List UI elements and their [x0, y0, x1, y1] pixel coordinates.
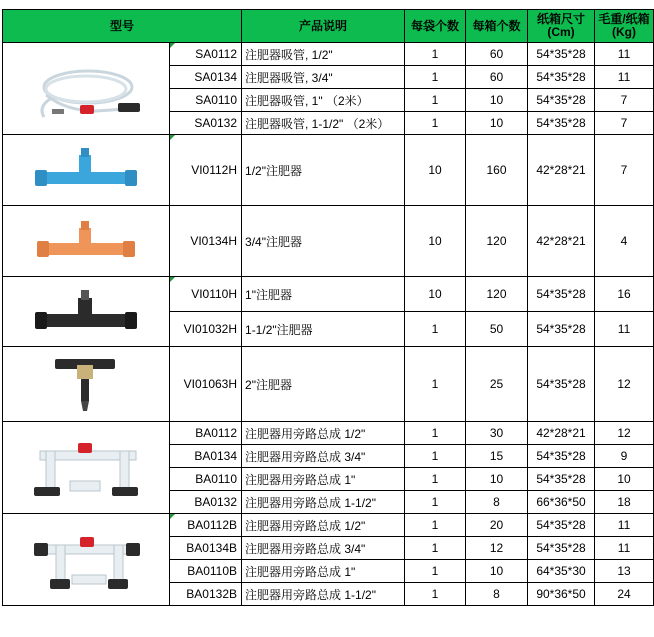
bypass-assembly-icon	[26, 429, 146, 507]
row-code: VI0110H	[170, 277, 242, 312]
row-per-bag: 1	[405, 66, 466, 89]
row-desc: 注肥器用旁路总成 1"	[242, 560, 405, 583]
row-weight: 11	[595, 537, 654, 560]
row-desc: 注肥器吸管, 1" （2米）	[242, 89, 405, 112]
suction-tube-image	[3, 43, 170, 135]
row-desc: 注肥器吸管, 1-1/2" （2米）	[242, 112, 405, 135]
row-weight: 16	[595, 277, 654, 312]
row-desc: 注肥器吸管, 1/2"	[242, 43, 405, 66]
row-per-box: 160	[466, 135, 528, 206]
table-row	[3, 514, 654, 537]
row-per-box: 50	[466, 312, 528, 347]
row-box-size: 54*35*28	[528, 277, 595, 312]
row-per-box: 30	[466, 422, 528, 445]
row-code: BA0132	[170, 491, 242, 514]
row-desc: 注肥器用旁路总成 1-1/2"	[242, 491, 405, 514]
row-desc: 注肥器用旁路总成 1/2"	[242, 514, 405, 537]
table-row	[3, 347, 654, 422]
row-per-box: 60	[466, 66, 528, 89]
row-box-size: 64*35*30	[528, 560, 595, 583]
venturi-2in-icon	[51, 351, 121, 417]
row-box-size: 54*35*28	[528, 112, 595, 135]
row-weight: 18	[595, 491, 654, 514]
row-box-size: 42*28*21	[528, 422, 595, 445]
row-per-bag: 1	[405, 422, 466, 445]
row-box-size: 42*28*21	[528, 135, 595, 206]
row-per-box: 60	[466, 43, 528, 66]
venturi-black-icon	[31, 284, 141, 340]
row-per-bag: 1	[405, 347, 466, 422]
header-weight: 毛重/纸箱 (Kg)	[595, 10, 654, 43]
suction-tube-icon	[26, 49, 146, 129]
row-code: SA0110	[170, 89, 242, 112]
row-per-box: 120	[466, 277, 528, 312]
row-box-size: 54*35*28	[528, 43, 595, 66]
venturi-2in-image	[3, 347, 170, 422]
table-row	[3, 422, 654, 445]
header-per-bag: 每袋个数	[405, 10, 466, 43]
row-per-bag: 10	[405, 135, 466, 206]
row-per-box: 8	[466, 583, 528, 606]
row-weight: 24	[595, 583, 654, 606]
row-per-bag: 1	[405, 312, 466, 347]
row-per-bag: 1	[405, 583, 466, 606]
row-per-bag: 1	[405, 43, 466, 66]
row-code: BA0110	[170, 468, 242, 491]
table-row	[3, 43, 654, 66]
row-desc: 3/4"注肥器	[242, 206, 405, 277]
row-weight: 9	[595, 445, 654, 468]
row-code: VI01063H	[170, 347, 242, 422]
row-code: BA0112	[170, 422, 242, 445]
row-code: BA0132B	[170, 583, 242, 606]
row-per-bag: 1	[405, 445, 466, 468]
row-code: VI01032H	[170, 312, 242, 347]
row-weight: 4	[595, 206, 654, 277]
row-box-size: 54*35*28	[528, 445, 595, 468]
row-code: BA0112B	[170, 514, 242, 537]
row-per-box: 8	[466, 491, 528, 514]
row-per-box: 10	[466, 560, 528, 583]
row-desc: 注肥器用旁路总成 1-1/2"	[242, 583, 405, 606]
product-table	[2, 9, 654, 606]
row-code: SA0132	[170, 112, 242, 135]
row-weight: 11	[595, 514, 654, 537]
table-row	[3, 277, 654, 312]
row-per-bag: 1	[405, 537, 466, 560]
bypass-assembly-image	[3, 422, 170, 514]
row-weight: 10	[595, 468, 654, 491]
row-code: VI0134H	[170, 206, 242, 277]
row-per-bag: 1	[405, 514, 466, 537]
row-code: BA0134	[170, 445, 242, 468]
row-per-box: 120	[466, 206, 528, 277]
venturi-orange-image	[3, 206, 170, 277]
venturi-black-image	[3, 277, 170, 347]
row-per-box: 10	[466, 468, 528, 491]
row-box-size: 54*35*28	[528, 537, 595, 560]
row-weight: 12	[595, 347, 654, 422]
row-weight: 11	[595, 66, 654, 89]
row-code: BA0134B	[170, 537, 242, 560]
header-model: 型号	[3, 10, 242, 43]
row-desc: 注肥器用旁路总成 3/4"	[242, 537, 405, 560]
table-row	[3, 135, 654, 206]
row-desc: 注肥器用旁路总成 1"	[242, 468, 405, 491]
row-weight: 7	[595, 135, 654, 206]
header-per-box: 每箱个数	[466, 10, 528, 43]
row-per-box: 20	[466, 514, 528, 537]
row-desc: 1/2"注肥器	[242, 135, 405, 206]
row-box-size: 54*35*28	[528, 89, 595, 112]
row-per-bag: 10	[405, 206, 466, 277]
row-per-box: 10	[466, 112, 528, 135]
venturi-blue-icon	[31, 145, 141, 195]
row-code: BA0110B	[170, 560, 242, 583]
row-weight: 7	[595, 89, 654, 112]
venturi-blue-image	[3, 135, 170, 206]
row-desc: 注肥器用旁路总成 1/2"	[242, 422, 405, 445]
row-box-size: 54*35*28	[528, 468, 595, 491]
row-box-size: 54*35*28	[528, 312, 595, 347]
row-weight: 7	[595, 112, 654, 135]
row-per-box: 10	[466, 89, 528, 112]
row-per-bag: 1	[405, 89, 466, 112]
row-per-box: 12	[466, 537, 528, 560]
row-weight: 11	[595, 43, 654, 66]
row-desc: 1-1/2"注肥器	[242, 312, 405, 347]
row-code: SA0134	[170, 66, 242, 89]
row-weight: 12	[595, 422, 654, 445]
row-box-size: 54*35*28	[528, 66, 595, 89]
row-per-bag: 1	[405, 491, 466, 514]
header-box-size: 纸箱尺寸 (Cm)	[528, 10, 595, 43]
row-per-box: 15	[466, 445, 528, 468]
row-per-bag: 1	[405, 112, 466, 135]
row-weight: 13	[595, 560, 654, 583]
row-desc: 注肥器吸管, 3/4"	[242, 66, 405, 89]
row-desc: 注肥器用旁路总成 3/4"	[242, 445, 405, 468]
row-box-size: 66*36*50	[528, 491, 595, 514]
row-code: VI0112H	[170, 135, 242, 206]
row-code: SA0112	[170, 43, 242, 66]
row-desc: 2"注肥器	[242, 347, 405, 422]
header-desc: 产品说明	[242, 10, 405, 43]
row-per-bag: 1	[405, 560, 466, 583]
row-weight: 11	[595, 312, 654, 347]
row-box-size: 54*35*28	[528, 514, 595, 537]
row-box-size: 42*28*21	[528, 206, 595, 277]
header-row	[3, 10, 654, 43]
bypass-assembly-b-image	[3, 514, 170, 606]
bypass-assembly-b-icon	[26, 521, 146, 599]
venturi-orange-icon	[31, 216, 141, 266]
row-per-bag: 1	[405, 468, 466, 491]
table-row	[3, 206, 654, 277]
row-box-size: 90*36*50	[528, 583, 595, 606]
row-box-size: 54*35*28	[528, 347, 595, 422]
row-per-box: 25	[466, 347, 528, 422]
row-per-bag: 10	[405, 277, 466, 312]
row-desc: 1"注肥器	[242, 277, 405, 312]
